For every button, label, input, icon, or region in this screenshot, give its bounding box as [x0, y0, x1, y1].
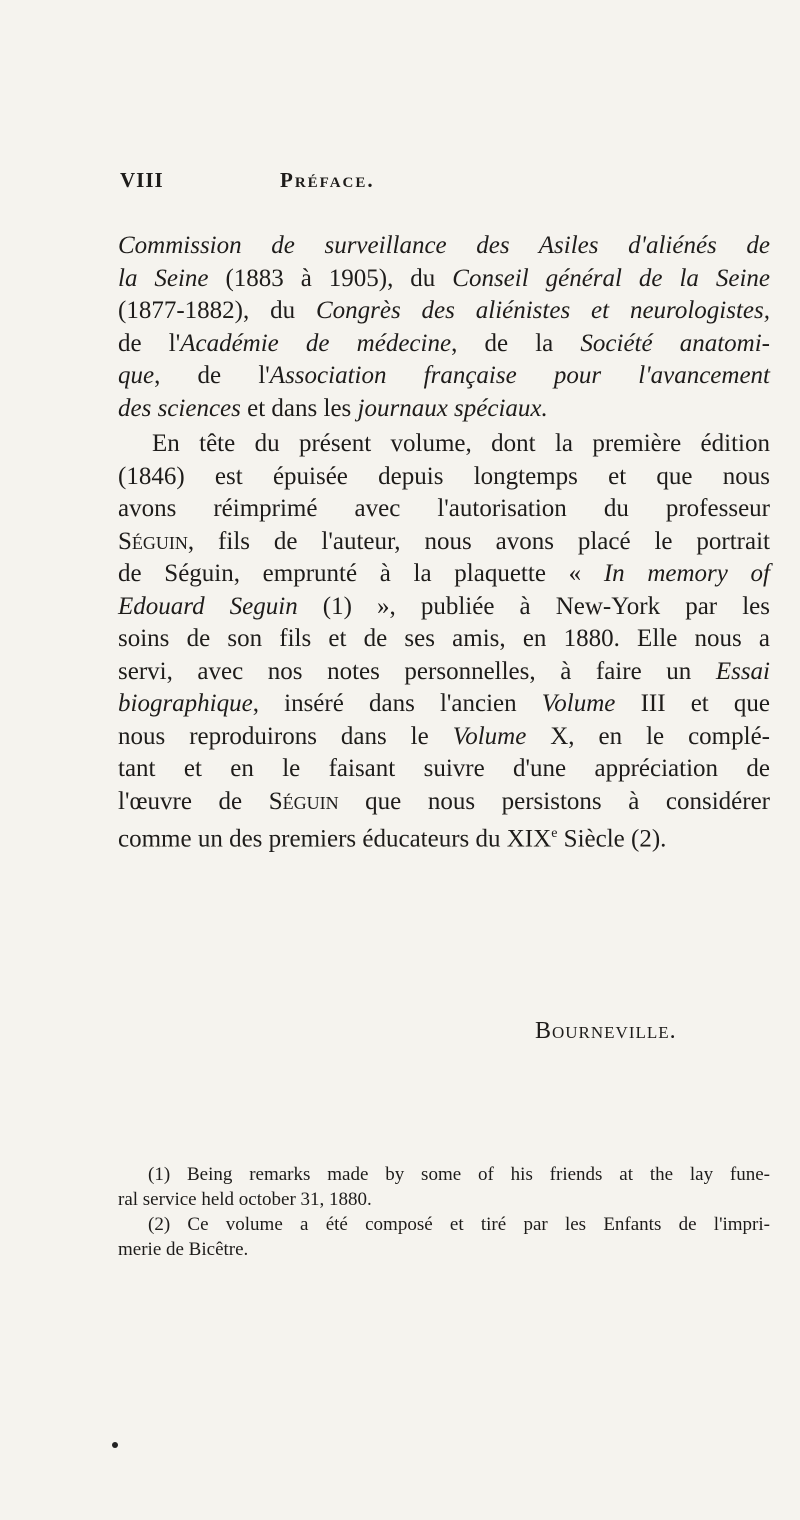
paragraph-2: [118, 428, 770, 851]
text-line: comme un des premiers éducateurs du XIXe Siècle (2).: [118, 825, 667, 853]
text-line: Commission de surveillance des Asiles d'aliénés de: [118, 232, 770, 259]
paragraph-1: [118, 230, 770, 425]
text-line: de l'Académie de médecine, de la Société anatomi-: [118, 329, 771, 357]
footnote-2-continued: merie de Bicêtre.: [118, 1239, 249, 1260]
text-line: Séguin, fils de l'auteur, nous avons placé le portrait: [118, 527, 770, 555]
text-line: biographique, inséré dans l'ancien Volume III et que: [118, 690, 770, 717]
text-line: Edouard Seguin (1) », publiée à New-York par les: [118, 592, 770, 620]
text-line: (1846) est épuisée depuis longtemps et que nous: [118, 462, 770, 490]
text-line: nous reproduirons dans le Volume X, en le complé-: [118, 722, 770, 750]
text-line: En tête du présent volume, dont la première édition: [152, 430, 770, 457]
page-header: [120, 168, 740, 202]
text-line: la Seine (1883 à 1905), du Conseil général de la Seine: [118, 264, 770, 292]
footnotes: [118, 1162, 770, 1262]
text-line: que, de l'Association française pour l'avancement: [118, 362, 770, 389]
footnote-1-continued: ral service held october 31, 1880.: [118, 1189, 372, 1210]
running-title: Préface.: [280, 168, 375, 192]
text-line: de Séguin, emprunté à la plaquette « In memory of: [118, 560, 770, 587]
text-line: l'œuvre de Séguin que nous persistons à considérer: [118, 787, 770, 815]
ink-dot: [112, 1442, 118, 1448]
text-line: servi, avec nos notes personnelles, à faire un Essai: [118, 657, 770, 685]
text-line: avons réimprimé avec l'autorisation du professeur: [118, 495, 770, 522]
page-number: VIII: [120, 168, 164, 192]
text-line: des sciences et dans les journaux spéciaux.: [118, 394, 548, 422]
text-line: soins de son fils et de ses amis, en 1880. Elle nous a: [118, 625, 770, 652]
footnote-2: (2) Ce volume a été composé et tiré par les Enfants de l'impri-: [148, 1214, 770, 1235]
footnote-1: (1) Being remarks made by some of his friends at the lay fune-: [148, 1164, 770, 1185]
author-signature: Bourneville.: [535, 1018, 677, 1044]
text-line: (1877-1882), du Congrès des aliénistes et neurologistes,: [118, 297, 770, 324]
text-line: tant et en le faisant suivre d'une appréciation de: [118, 755, 770, 782]
